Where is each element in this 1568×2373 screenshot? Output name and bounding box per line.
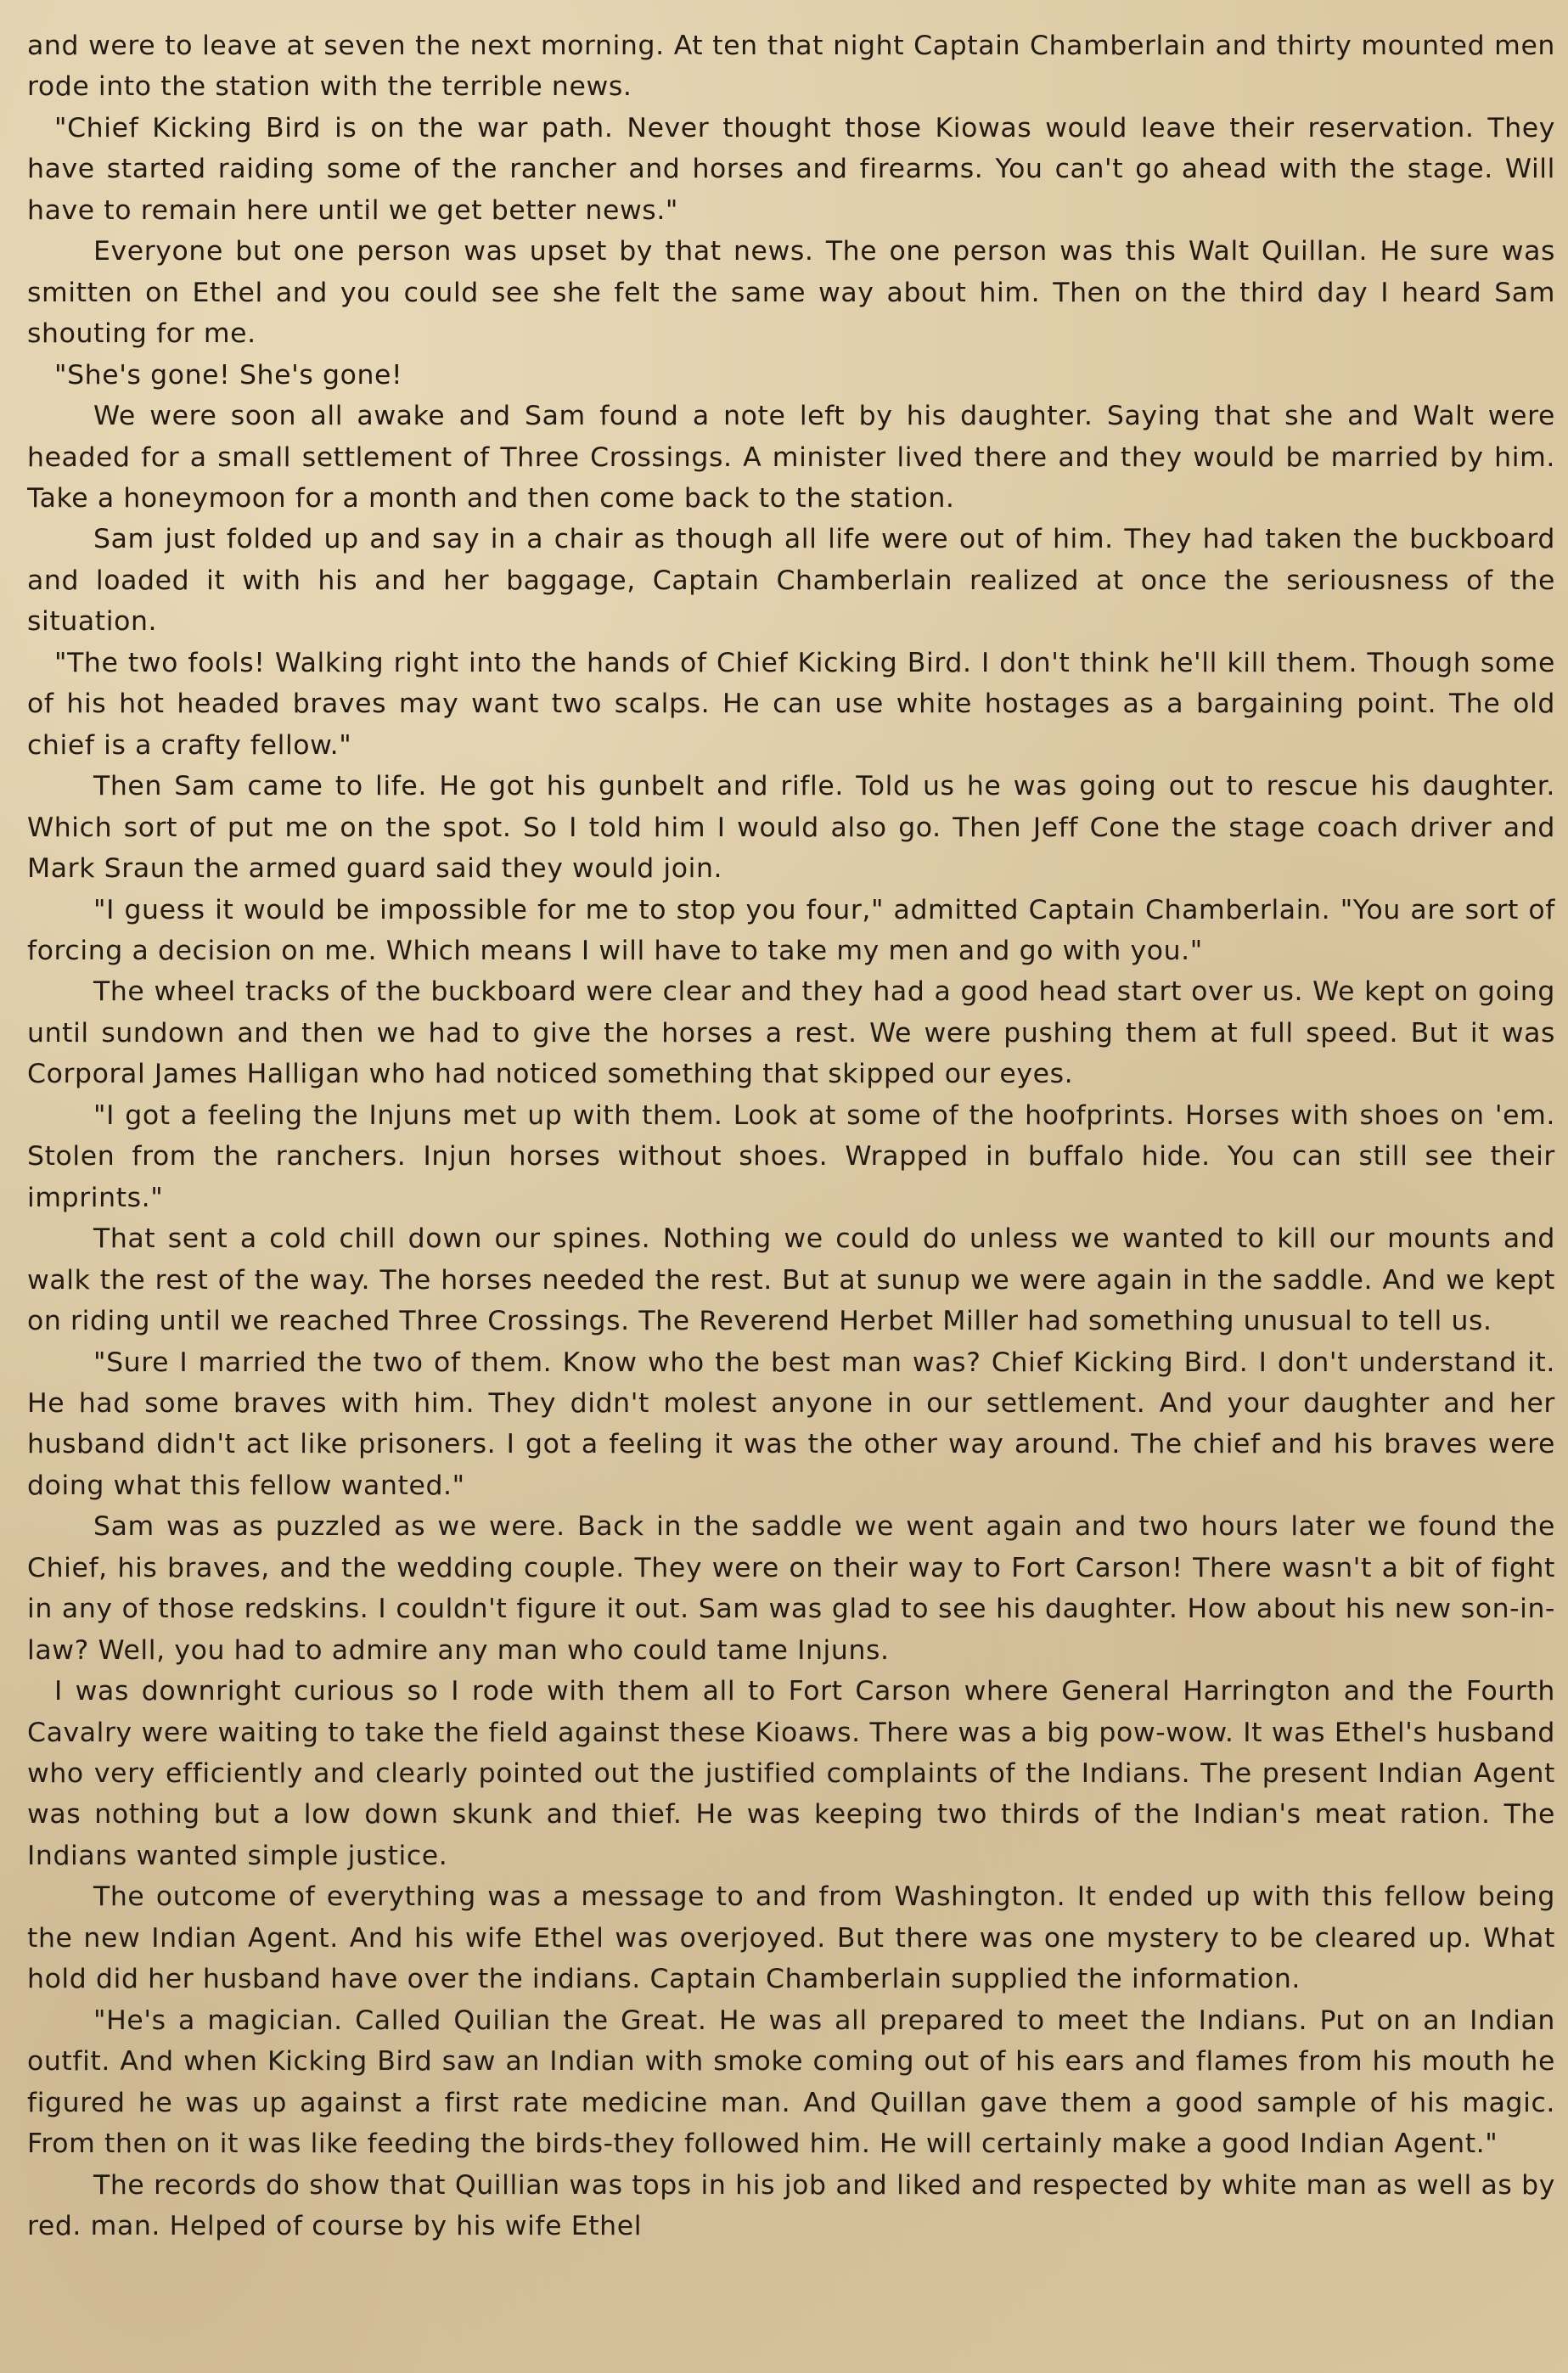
paragraph-6: Sam just folded up and say in a chair as though all life were out of him. They had taken the buckboard and loaded it with his and her baggage, Captain Chamberlain realized at once the seriousness of the situation. xyxy=(27,524,1555,638)
paragraph-1: and were to leave at seven the next morning. At ten that night Captain Chamberlain and thirty mounted men rode into the station with the terrible news. xyxy=(27,31,1555,103)
paragraph-18: The records do show that Quillian was tops in his job and liked and respected by white man as well as by red. man. Helped of course by his wife Ethel xyxy=(27,2169,1555,2242)
paragraph-4: "She's gone! She's gone! xyxy=(54,359,403,391)
paragraph-12: That sent a cold chill down our spines. Nothing we could do unless we wanted to kill our mounts and walk the rest of the way. The horses needed the rest. But at sunup we were again in the saddle. And we kept on riding until we reached Three Crossings. The Reverend Herbet Miller had something unusual to tell us. xyxy=(27,1223,1555,1337)
paragraph-8: Then Sam came to life. He got his gunbelt and rifle. Told us he was going out to rescue his daughter. Which sort of put me on the spot. So I told him I would also go. Then Jeff Cone the stage coach driver and Mark Sraun the armed guard said they would join. xyxy=(27,771,1555,885)
paragraph-16: The outcome of everything was a message to and from Washington. It ended up with this fellow being the new Indian Agent. And his wife Ethel was overjoyed. But there was one mystery to be cleared up. What hold did her husband have over the indians. Captain Chamberlain supplied the information. xyxy=(27,1881,1555,1995)
paragraph-15: I was downright curious so I rode with them all to Fort Carson where General Harrington and the Fourth Cavalry were waiting to take the field against these Kioaws. There was a big pow-wow. It was Ethel's husband who very efficiently and clearly pointed out the justified complaints of the Indians. The present Indian Agent was nothing but a low down skunk and thief. He was keeping two thirds of the Indian's meat ration. The Indians wanted simple justice. xyxy=(27,1676,1555,1871)
paragraph-14: Sam was as puzzled as we were. Back in the saddle we went again and two hours later we found the Chief, his braves, and the wedding couple. They were on their way to Fort Carson! There wasn't a bit of fight in any of those redskins. I couldn't figure it out. Sam was glad to see his daughter. How about his new son-in-law? Well, you had to admire any man who could tame Injuns. xyxy=(27,1511,1555,1666)
paragraph-11: "I got a feeling the Injuns met up with them. Look at some of the hoofprints. Horses with shoes on 'em. Stolen from the ranchers. Injun horses without shoes. Wrapped in buffalo hide. You can still see their imprints." xyxy=(27,1099,1555,1213)
paragraph-13: "Sure I married the two of them. Know who the best man was? Chief Kicking Bird. I don't understand it. He had some braves with him. They didn't molest anyone in our settlement. And your daughter and her husband didn't act like prisoners. I got a feeling it was the other way around. The chief and his braves were doing what this fellow wanted." xyxy=(27,1347,1555,1501)
story-page xyxy=(27,25,1555,2352)
paragraph-2: "Chief Kicking Bird is on the war path. Never thought those Kiowas would leave their reservation. They have started raiding some of the rancher and horses and firearms. You can't go ahead with the stage. Will have to remain here until we get better news." xyxy=(27,112,1555,226)
paragraph-9: "I guess it would be impossible for me to stop you four," admitted Captain Chamberlain. "You are sort of forcing a decision on me. Which means I will have to take my men and go with you." xyxy=(27,894,1555,966)
paragraph-10: The wheel tracks of the buckboard were clear and they had a good head start over us. We kept on going until sundown and then we had to give the horses a rest. We were pushing them at full speed. But it was Corporal James Halligan who had noticed something that skipped our eyes. xyxy=(27,976,1555,1090)
paragraph-7: "The two fools! Walking right into the hands of Chief Kicking Bird. I don't think he'll kill them. Though some of his hot headed braves may want two scalps. He can use white hostages as a bargaining point. The old chief is a crafty fellow." xyxy=(27,647,1555,761)
paragraph-3: Everyone but one person was upset by that news. The one person was this Walt Quillan. He sure was smitten on Ethel and you could see she felt the same way about him. Then on the third day I heard Sam shouting for me. xyxy=(27,236,1555,350)
paragraph-5: We were soon all awake and Sam found a note left by his daughter. Saying that she and Walt were headed for a small settlement of Three Crossings. A minister lived there and they would be married by him. Take a honeymoon for a month and then come back to the station. xyxy=(27,401,1555,514)
paragraph-17: "He's a magician. Called Quilian the Great. He was all prepared to meet the Indians. Put on an Indian outfit. And when Kicking Bird saw an Indian with smoke coming out of his ears and flames from his mouth he figured he was up against a first rate medicine man. And Quillan gave them a good sample of his magic. From then on it was like feeding the birds-they followed him. He will certainly make a good Indian Agent." xyxy=(27,2005,1555,2160)
